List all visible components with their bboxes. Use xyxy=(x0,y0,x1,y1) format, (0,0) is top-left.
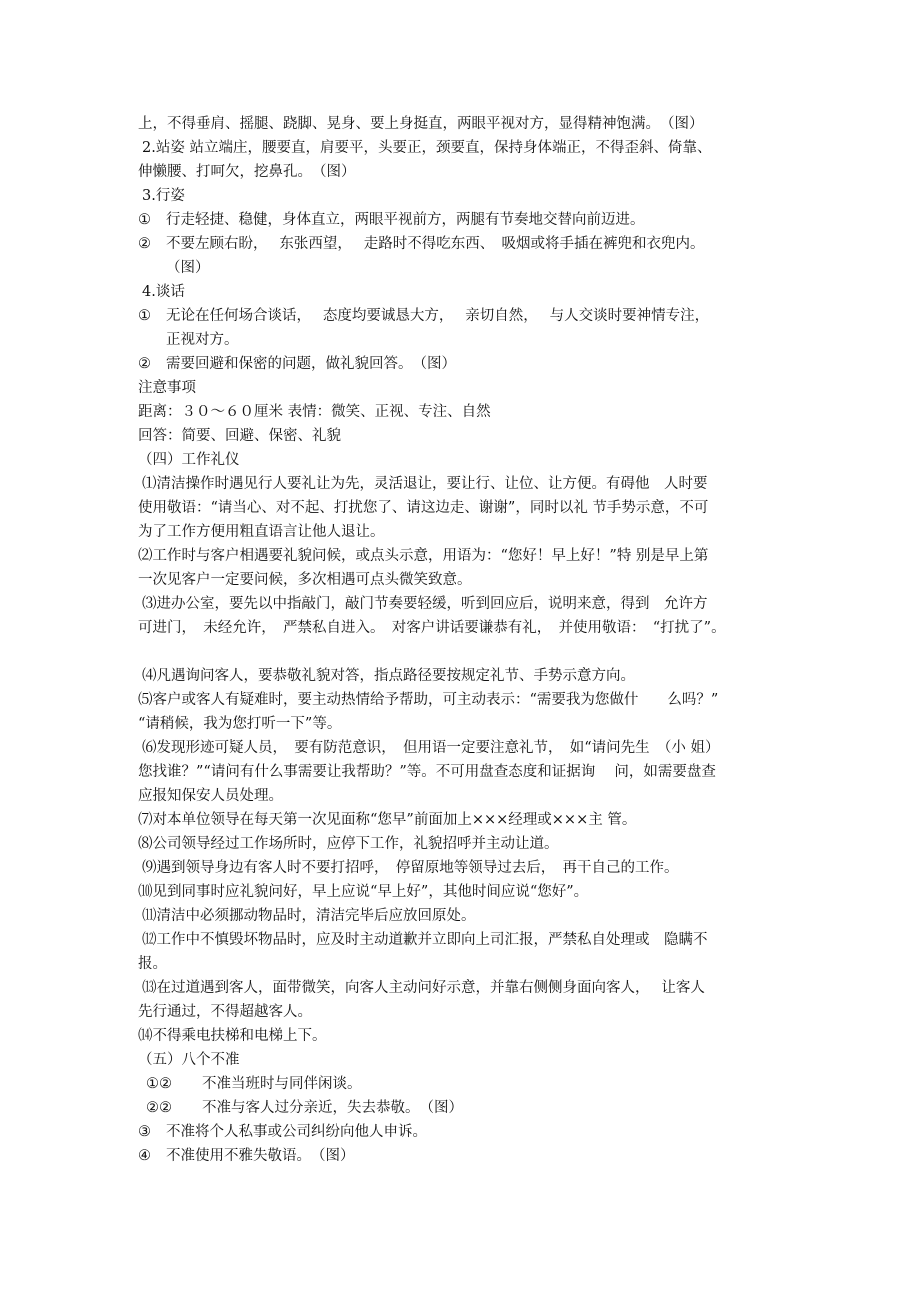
section-eight-prohibitions: （五）八个不准 xyxy=(138,1052,240,1068)
text-line: 报。 xyxy=(138,956,167,972)
item-number: ②② xyxy=(146,1100,172,1116)
list-item xyxy=(138,232,820,256)
item-text: 无论在任何场合谈话， 态度均要诚恳大方， 亲切自然， 与人交谈时要神情专注， xyxy=(166,308,710,324)
text-line: ⑸客户或客人有疑难时，要主动热情给予帮助，可主动表示：“需要我为您做什 么吗？” xyxy=(138,692,719,708)
list-item xyxy=(138,1120,820,1144)
item-number: ④ xyxy=(138,1148,151,1164)
text-line: 回答：简要、回避、保密、礼貌 xyxy=(138,428,341,444)
text-line: 伸懒腰、打呵欠，挖鼻孔。 （图） xyxy=(138,164,356,180)
text-line: ⑵工作时与客户相遇要礼貌问候，或点头示意，用语为：“您好！早上好！”特 别是早上第 xyxy=(138,548,709,564)
item-text: 不准与客人过分亲近，失去恭敬。 （图） xyxy=(202,1100,463,1116)
text-line: “请稍候，我为您打听一下”等。 xyxy=(138,716,342,732)
section-work-etiquette: （四）工作礼仪 xyxy=(138,452,240,468)
item-number: ① xyxy=(138,308,151,324)
item-text: 不准当班时与同伴闲谈。 xyxy=(202,1076,362,1092)
list-item xyxy=(138,1096,820,1120)
item-text: 不准将个人私事或公司纠纷向他人申诉。 xyxy=(166,1124,427,1140)
text-line: ⑼遇到领导身边有客人时不要打招呼， 停留原地等领导过去后， 再干自己的工作。 xyxy=(142,860,679,876)
text-line: ⒀在过道遇到客人，面带微笑，向客人主动问好示意，并靠右侧侧身面向客人， 让客人 xyxy=(142,980,705,996)
list-item xyxy=(138,304,820,328)
item-number: ① xyxy=(138,212,151,228)
notes-heading: 注意事项 xyxy=(138,380,196,396)
text-line: ⑻公司领导经过工作场所时，应停下工作，礼貌招呼并主动让道。 xyxy=(138,836,559,852)
section-walking-posture: 3.行姿 xyxy=(142,188,185,204)
item-number: ①② xyxy=(146,1076,172,1092)
text-line: ⑾清洁中必须挪动物品时，清洁完毕后应放回原处。 xyxy=(142,908,476,924)
text-line: 您找谁？”“请问有什么事需要让我帮助？”等。不可用盘查态度和证据询 问，如需要盘查 xyxy=(138,764,716,780)
text-line: 为了工作方便用粗直语言让他人退让。 xyxy=(138,524,385,540)
text-line: ⑺对本单位领导在每天第一次见面称“您早”前面加上×××经理或×××主 管。 xyxy=(138,812,637,828)
text-line: ⑽见到同事时应礼貌问好，早上应说“早上好”，其他时间应说“您好”。 xyxy=(138,884,589,900)
text-line: ⑶进办公室，要先以中指敲门，敲门节奏要轻缓，听到回应后，说明来意，得到 允许方 xyxy=(142,596,708,612)
item-text: 行走轻捷、稳健，身体直立，两眼平视前方，两腿有节奏地交替向前迈进。 xyxy=(166,212,645,228)
item-text: 不要左顾右盼， 东张西望， 走路时不得吃东西、 吸烟或将手插在裤兜和衣兜内。 xyxy=(166,236,705,252)
text-line: 使用敬语：“请当心、对不起、打扰您了、请这边走、谢谢”，同时以礼 节手势示意，不可 xyxy=(138,500,709,516)
text-line: ⑿工作中不慎毁坏物品时，应及时主动道歉并立即向上司汇报，严禁私自处理或 隐瞒不 xyxy=(142,932,708,948)
item-number: ② xyxy=(138,236,151,252)
item-number: ② xyxy=(138,356,151,372)
list-item xyxy=(138,208,820,232)
text-line: 正视对方。 xyxy=(166,332,239,348)
text-line: 距离：３０～６０厘米 表情：微笑、正视、专注、自然 xyxy=(138,404,491,420)
item-text: 不准使用不雅失敬语。 （图） xyxy=(166,1148,355,1164)
figure-reference: （图） xyxy=(166,260,210,276)
item-text: 需要回避和保密的问题，做礼貌回答。 （图） xyxy=(166,356,456,372)
text-line: 先行通过，不得超越客人。 xyxy=(138,1004,312,1020)
list-item xyxy=(138,1072,820,1096)
section-conversation: 4.谈话 xyxy=(142,284,185,300)
list-item xyxy=(138,352,820,376)
text-line: ⒁不得乘电扶梯和电梯上下。 xyxy=(138,1028,327,1044)
text-line: 应报知保安人员处理。 xyxy=(138,788,283,804)
list-item xyxy=(138,1144,820,1168)
text-line: ⑹发现形迹可疑人员， 要有防范意识， 但用语一定要注意礼节， 如“请问先生 （小 姐） xyxy=(142,740,720,756)
text-line: ⑷凡遇询问客人，要恭敬礼貌对答，指点路径要按规定礼节、手势示意方向。 xyxy=(142,668,635,684)
text-line: 一次见客户一定要问候，多次相遇可点头微笑致意。 xyxy=(138,572,472,588)
text-line: ⑴清洁操作时遇见行人要礼让为先，灵活退让，要让行、让位、让方便。有碍他 人时要 xyxy=(142,476,708,492)
section-standing-posture: 2.站姿 站立端庄，腰要直，肩要平，头要正，颈要直，保持身体端正，不得歪斜、倚靠、 xyxy=(142,140,712,156)
text-line: 上，不得垂肩、摇腿、跷脚、晃身、要上身挺直，两眼平视对方，显得精神饱满。 （图） xyxy=(138,116,704,132)
blank-line xyxy=(138,640,820,664)
item-number: ③ xyxy=(138,1124,151,1140)
text-line: 可进门， 未经允许， 严禁私自进入。 对客户讲话要谦恭有礼， 并使用敬语： “打扰了”。 xyxy=(138,620,726,636)
